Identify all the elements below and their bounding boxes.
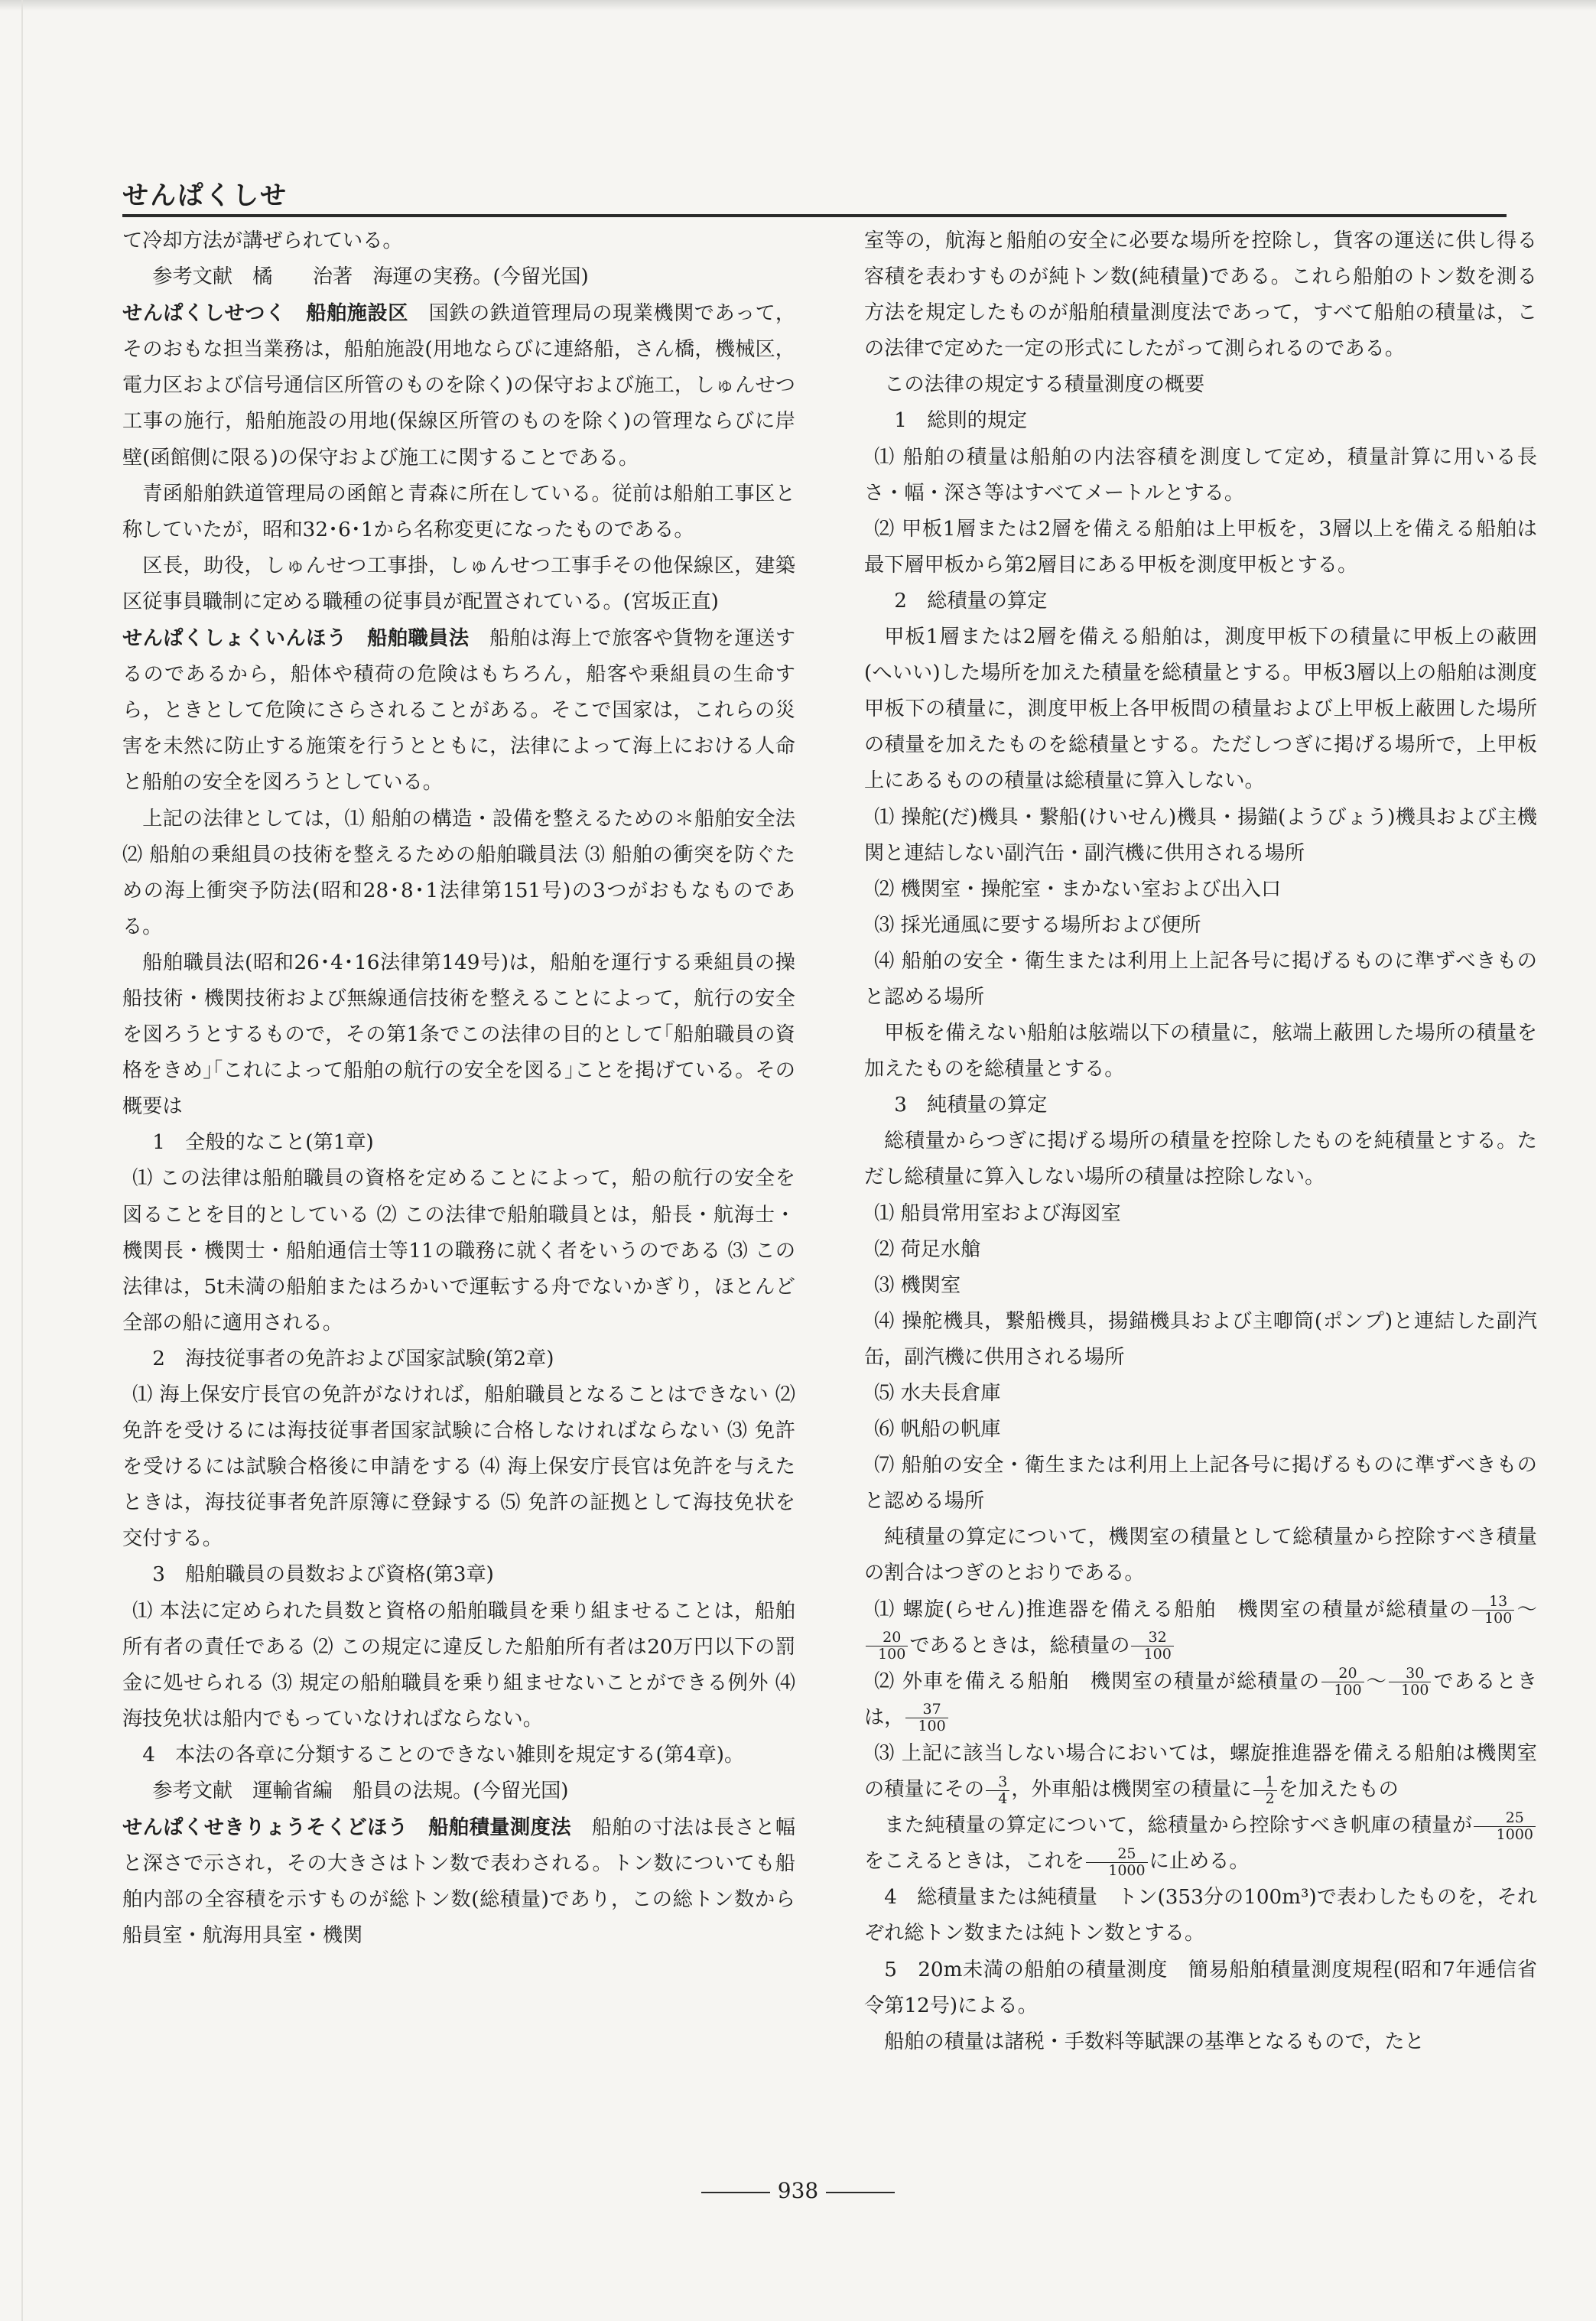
paragraph: ⑵ 甲板1層または2層を備える船舶は上甲板を，3層以上を備える船舶は最下層甲板から第2層目にある甲板を測度甲板とする。 bbox=[864, 517, 1537, 577]
paragraph: 青函船舶鉄道管理局の函館と青森に所在している。従前は船舶工事区と称していたが，昭和32･6･1から名称変更になったものである。 bbox=[122, 482, 795, 541]
sail-locker-paragraph: また純積量の算定について，総積量から控除すべき帆庫の積量が $\frac{25}{1000}$ をこえるときは，これを $\frac{25}{1000}$ に止める。 bbox=[864, 1808, 1537, 1880]
section-heading: 3 純積量の算定 bbox=[894, 1094, 1048, 1117]
dictionary-entry bbox=[122, 295, 795, 476]
dictionary-entry bbox=[122, 1809, 795, 1954]
paragraph: 船舶の積量は諸税・手数料等賦課の基準となるもので，たと bbox=[884, 2030, 1425, 2053]
page-fold bbox=[21, 0, 23, 2321]
page-number: 938 bbox=[0, 2178, 1596, 2203]
paragraph: ⑴ 船員常用室および海図室 bbox=[874, 1201, 1121, 1225]
header-rule bbox=[122, 214, 1507, 217]
paragraph: ⑶ 機関室 bbox=[874, 1273, 961, 1297]
right-column bbox=[864, 223, 1537, 2060]
paragraph: 船舶職員法(昭和26･4･16法律第149号)は，船舶を運行する乗組員の操船技術・機関技術および無線通信技術を整えることによって，航行の安全を図ろうとするもので，その第1条でこの法律の目的として｢船舶職員の資格をきめ｣｢これによって船舶の航行の安全を図る｣ことを掲げている。その概要は bbox=[122, 951, 795, 1119]
fraction-32-100: $\frac{32}{100}$ bbox=[1131, 1630, 1173, 1663]
paragraph: ⑹ 帆船の帆庫 bbox=[874, 1418, 1001, 1442]
paragraph: ⑴ この法律は船舶職員の資格を定めることによって，船の航行の安全を図ることを目的としている ⑵ この法律で船舶職員とは，船長・航海士・機関長・機関士・船舶通信士等11の職務に就く者をいうのである ⑶ この法律は，5t未満の船舶またはろかいで運転する舟でないかぎり，ほとんど全部の船に適用される。 bbox=[122, 1167, 795, 1334]
paragraph: 4 本法の各章に分類することのできない雑則を規定する(第4章)。 bbox=[142, 1743, 745, 1767]
entry-text: 船舶は海上で旅客や貨物を運送するのであるから，船体や積荷の危険はもちろん，船客や乗組員の生命すら，ときとして危険にさらされることがある。そこで国家は，これらの災害を未然に防止する施策を行うとともに，法律によって海上における人命と船舶の安全を図ろうとしている。 bbox=[122, 627, 796, 795]
entry-title: 船舶職員法 bbox=[367, 626, 470, 651]
paragraph: 4 総積量または純積量 トン(353分の100m³)で表わしたものを，それぞれ総トン数または純トン数とする。 bbox=[864, 1886, 1537, 1946]
fraction-30-100: $\frac{30}{100}$ bbox=[1389, 1666, 1431, 1698]
reference-line: 参考文献 運輸省編 船員の法規。(今留光国) bbox=[152, 1780, 569, 1803]
fraction-25-1000-a: $\frac{25}{1000}$ bbox=[1474, 1810, 1536, 1843]
paragraph: 室等の，航海と船舶の安全に必要な場所を控除し，貨客の運送に供し得る容積を表わすものが純トン数(純積量)である。これら船舶のトン数を測る方法を規定したものが船舶積量測度法であって，すべて船舶の積量は，この法律で定めた一定の形式にしたがって測られるのである。 bbox=[864, 229, 1537, 361]
paragraph: 上記の法律としては，⑴ 船舶の構造・設備を整えるための＊船舶安全法 ⑵ 船舶の乗組員の技術を整えるための船舶職員法 ⑶ 船舶の衝突を防ぐための海上衝突予防法(昭和28･8･1法律第151号)の3つがおもなものである。 bbox=[122, 807, 795, 938]
section-heading: 1 総則的規定 bbox=[894, 409, 1028, 433]
right-column-bottom bbox=[864, 1880, 1537, 2059]
ratio-paragraph-paddle: ⑵ 外車を備える船舶 機関室の積量が総積量の $\frac{20}{100}$ ～ $\frac{30}{100}$ であるときは， $\frac{37}{100}$ bbox=[864, 1665, 1537, 1735]
paragraph: 区長，助役，しゅんせつ工事掛，しゅんせつ工事手その他保線区，建築区従事員職制に定める職種の従事員が配置されている。(宮坂正直) bbox=[122, 554, 795, 613]
entry-title: 船舶施設区 bbox=[306, 301, 408, 326]
running-header: せんぱくしせ bbox=[122, 180, 288, 211]
paragraph: 純積量の算定について，機関室の積量として総積量から控除すべき積量の割合はつぎのとおりである。 bbox=[864, 1526, 1537, 1585]
paragraph: 総積量からつぎに掲げる場所の積量を控除したものを純積量とする。ただし総積量に算入しない場所の積量は控除しない。 bbox=[864, 1130, 1537, 1189]
reference-line: 参考文献 橘 治著 海運の実務。(今留光国) bbox=[152, 265, 589, 289]
paragraph: ⑵ 荷足水艙 bbox=[874, 1237, 981, 1261]
fraction-20-100: $\frac{20}{100}$ bbox=[866, 1630, 908, 1663]
folio-dash-left bbox=[701, 2192, 770, 2193]
paragraph: ⑴ 海上保安庁長官の免許がなければ，船舶職員となることはできない ⑵ 免許を受けるには海技従事者国家試験に合格しなければならない ⑶ 免許を受けるには試験合格後に申請をする ⑷ 海上保安庁長官は免許を与えたときは，海技従事者免許原簿に登録する ⑸ 免許の証拠として海技免状を交付する。 bbox=[122, 1383, 795, 1551]
ratio-paragraph-screw: ⑴ 螺旋(らせん)推進器を備える船舶 機関室の積量が総積量の $\frac{13}{100}$ ～ $\frac{20}{100}$ であるときは，総積量の $\frac{32}{100}$ bbox=[864, 1592, 1537, 1664]
dictionary-entry bbox=[122, 620, 795, 801]
left-column bbox=[122, 223, 795, 1955]
fraction-20-100-b: $\frac{20}{100}$ bbox=[1321, 1666, 1364, 1698]
entry-headword: せんぱくせきりょうそくどほう bbox=[122, 1816, 408, 1840]
fraction-13-100: $\frac{13}{100}$ bbox=[1472, 1594, 1514, 1627]
folio-dash-right bbox=[826, 2192, 895, 2193]
right-column-top bbox=[864, 223, 1537, 1592]
paragraph: ⑴ 本法に定められた員数と資格の船舶職員を乗り組ませることは，船舶所有者の責任である ⑵ この規定に違反した船舶所有者は20万円以下の罰金に処せられる ⑶ 規定の船舶職員を乗り組ませないことができる例外 ⑷ 海技免状は船内でもっていなければならない。 bbox=[122, 1599, 795, 1731]
section-heading: 2 海技従事者の免許および国家試験(第2章) bbox=[152, 1347, 554, 1370]
paragraph: ⑵ 機関室・操舵室・まかない室および出入口 bbox=[874, 877, 1282, 901]
paragraph: 甲板を備えない船舶は舷端以下の積量に，舷端上蔽囲した場所の積量を加えたものを総積量とする。 bbox=[864, 1022, 1537, 1081]
fraction-1-2: $\frac{1}{2}$ bbox=[1253, 1774, 1277, 1807]
page-edge bbox=[0, 0, 1596, 11]
paragraph: ⑴ 操舵(だ)機具・繋船(けいせん)機具・揚錨(ようびょう)機具および主機関と連結しない副汽缶・副汽機に供用される場所 bbox=[864, 805, 1537, 865]
paragraph: ⑸ 水夫長倉庫 bbox=[874, 1382, 1001, 1405]
entry-text: 国鉄の鉄道管理局の現業機関であって，そのおもな担当業務は，船舶施設(用地ならびに連絡船，さん橋，機械区，電力区および信号通信区所管のものを除く)の保守および施工，しゅんせつ工事の施行，船舶施設の用地(保線区所管のものを除く)の管理ならびに岸壁(函館側に限る)の保守および施工に関することである。 bbox=[122, 302, 796, 470]
section-heading: 2 総積量の算定 bbox=[894, 589, 1048, 613]
paragraph: ⑷ 操舵機具，繋船機具，揚錨機具および主喞筒(ポンプ)と連結した副汽缶，副汽機に供用される場所 bbox=[864, 1309, 1537, 1369]
fraction-37-100: $\frac{37}{100}$ bbox=[905, 1702, 948, 1734]
entry-title: 船舶積量測度法 bbox=[428, 1816, 572, 1840]
paragraph: 甲板1層または2層を備える船舶は，測度甲板下の積量に甲板上の蔽囲(へいい)した場所を加えた積量を総積量とする。甲板3層以上の船舶は測度甲板下の積量に，測度甲板上各甲板間の積量および上甲板上蔽囲した場所の積量を加えたものを総積量とする。ただしつぎに掲げる場所で，上甲板上にあるものの積量は総積量に算入しない。 bbox=[864, 626, 1537, 793]
entry-headword: せんぱくしょくいんほう bbox=[122, 626, 347, 651]
paragraph: ⑶ 採光通風に要する場所および便所 bbox=[874, 913, 1201, 937]
paragraph: ⑴ 船舶の積量は船舶の内法容積を測度して定め，積量計算に用いる長さ・幅・深さ等はすべてメートルとする。 bbox=[864, 445, 1537, 505]
fraction-25-1000-b: $\frac{25}{1000}$ bbox=[1086, 1846, 1148, 1879]
entry-headword: せんぱくしせつく bbox=[122, 301, 286, 326]
section-heading: 1 全般的なこと(第1章) bbox=[152, 1131, 374, 1155]
ratio-paragraph-other: ⑶ 上記に該当しない場合においては，螺旋推進器を備える船舶は機関室の積量にその $\frac{3}{4}$ ，外車船は機関室の積量に $\frac{1}{2}$ を加えたもの bbox=[864, 1741, 1537, 1807]
paragraph: ⑺ 船舶の安全・衛生または利用上上記各号に掲げるものに準ずべきものと認める場所 bbox=[864, 1454, 1537, 1513]
section-heading: 3 船舶職員の員数および資格(第3章) bbox=[152, 1563, 494, 1587]
paragraph: 5 20m未満の船舶の積量測度 簡易船舶積量測度規程(昭和7年逓信省令第12号)による。 bbox=[864, 1958, 1537, 2017]
paragraph: て冷却方法が講ぜられている。 bbox=[122, 229, 403, 252]
paragraph: ⑷ 船舶の安全・衛生または利用上上記各号に掲げるものに準ずべきものと認める場所 bbox=[864, 949, 1537, 1009]
entry-text: 船舶の寸法は長さと幅と深さで示され，その大きさはトン数で表わされる。トン数についても船舶内部の全容積を示すものが総トン数(総積量)であり，この総トン数から船員室・航海用具室・機関 bbox=[122, 1816, 796, 1948]
paragraph: この法律の規定する積量測度の概要 bbox=[884, 373, 1205, 397]
fraction-3-4: $\frac{3}{4}$ bbox=[986, 1774, 1009, 1807]
